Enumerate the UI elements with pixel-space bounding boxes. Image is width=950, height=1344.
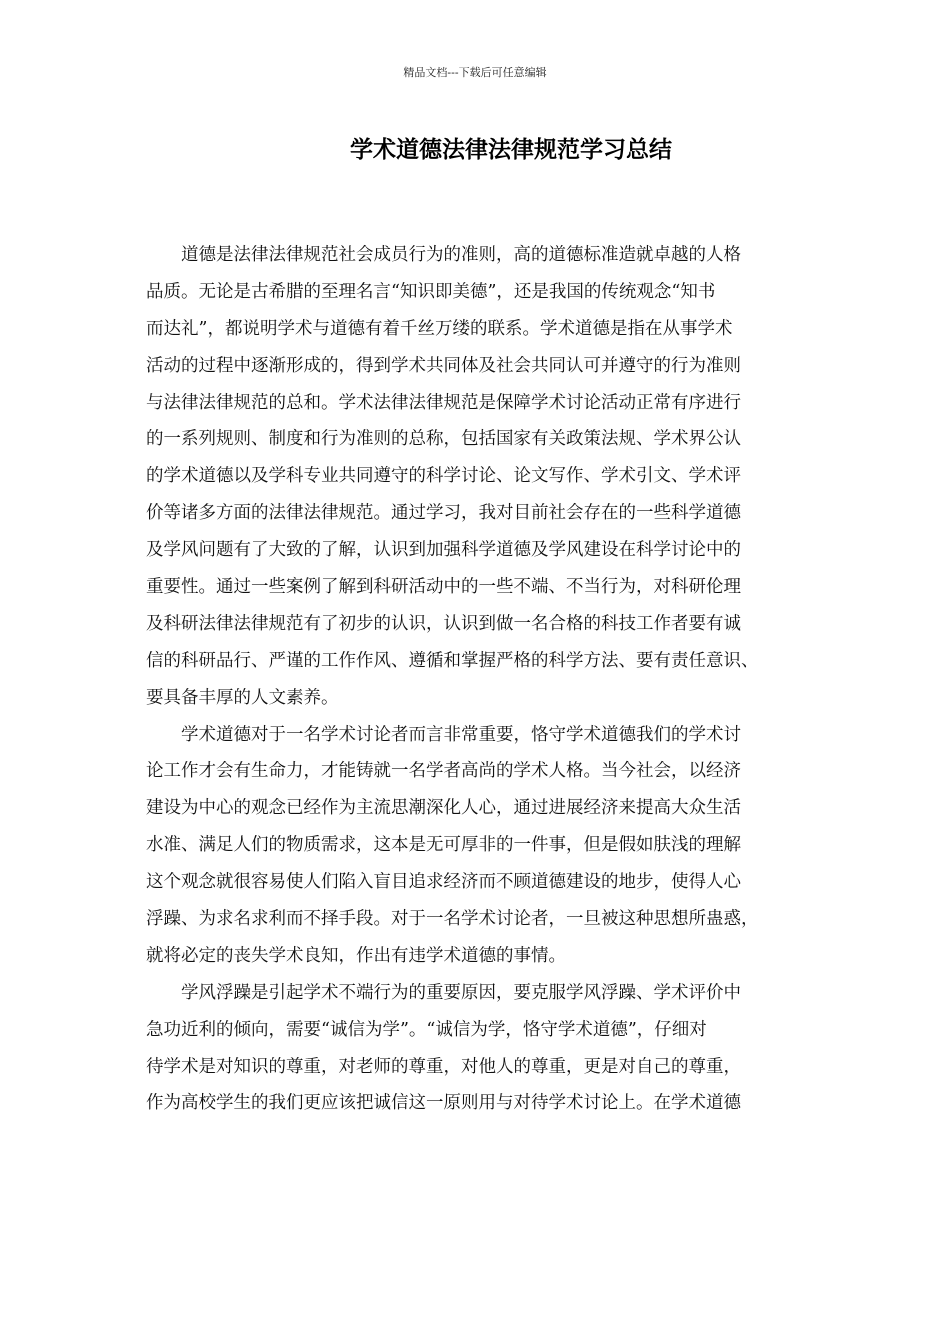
text-line: 的一系列规则、制度和行为准则的总称，包括国家有关政策法规、学术界公认 xyxy=(146,429,741,450)
text-line: 待学术是对知识的尊重，对老师的尊重，对他人的尊重，更是对自己的尊重， xyxy=(146,1056,741,1077)
text-line: 重要性。通过一些案例了解到科研活动中的一些不端、不当行为，对科研伦理 xyxy=(146,577,741,598)
text-line: 要具备丰厚的人文素养。 xyxy=(146,687,339,708)
text-line: 水准、满足人们的物质需求，这本是无可厚非的一件事，但是假如肤浅的理解 xyxy=(146,835,741,856)
text-line: 品质。无论是古希腊的至理名言“知识即美德”，还是我国的传统观念“知书 xyxy=(146,281,716,302)
document-body xyxy=(146,237,814,1122)
text-line: 活动的过程中逐渐形成的，得到学术共同体及社会共同认可并遵守的行为准则 xyxy=(146,355,741,376)
text-line: 及学风问题有了大致的了解，认识到加强科学道德及学风建设在科学讨论中的 xyxy=(146,540,741,561)
text-line: 建设为中心的观念已经作为主流思潮深化人心，通过进展经济来提高大众生活 xyxy=(146,798,741,819)
text-line: 就将必定的丧失学术良知，作出有违学术道德的事情。 xyxy=(146,945,566,966)
text-line: 学术道德对于一名学术讨论者而言非常重要，恪守学术道德我们的学术讨 xyxy=(181,724,741,745)
paragraph-1 xyxy=(146,237,814,717)
text-line: 浮躁、为求名求利而不择手段。对于一名学术讨论者，一旦被这种思想所蛊惑， xyxy=(146,909,759,930)
text-line: 而达礼”，都说明学术与道德有着千丝万缕的联系。学术道德是指在从事学术 xyxy=(146,318,733,339)
text-line: 及科研法律法律规范有了初步的认识，认识到做一名合格的科技工作者要有诚 xyxy=(146,613,741,634)
text-line: 这个观念就很容易使人们陷入盲目追求经济而不顾道德建设的地步，使得人心 xyxy=(146,872,741,893)
text-line: 价等诸多方面的法律法律规范。通过学习，我对目前社会存在的一些科学道德 xyxy=(146,503,741,524)
text-line: 论工作才会有生命力，才能铸就一名学者高尚的学术人格。当今社会，以经济 xyxy=(146,761,741,782)
paragraph-3 xyxy=(146,975,814,1123)
text-line: 与法律法律规范的总和。学术法律法律规范是保障学术讨论活动正常有序进行 xyxy=(146,392,741,413)
text-line: 作为高校学生的我们更应该把诚信这一原则用与对待学术讨论上。在学术道德 xyxy=(146,1093,741,1114)
paragraph-2 xyxy=(146,717,814,975)
text-line: 道德是法律法律规范社会成员行为的准则，高的道德标准造就卓越的人格 xyxy=(181,245,741,265)
text-line: 急功近利的倾向，需要“诚信为学”。“诚信为学，恪守学术道德”，仔细对 xyxy=(146,1019,707,1040)
document-title: 学术道德法律法律规范学习总结 xyxy=(350,136,672,163)
text-line: 信的科研品行、严谨的工作作风、遵循和掌握严格的科学方法、要有责任意识、 xyxy=(146,650,759,671)
page-header: 精品文档---下载后可任意编辑 xyxy=(403,66,547,79)
text-line: 的学术道德以及学科专业共同遵守的科学讨论、论文写作、学术引文、学术评 xyxy=(146,466,741,487)
text-line: 学风浮躁是引起学术不端行为的重要原因，要克服学风浮躁、学术评价中 xyxy=(181,982,741,1003)
